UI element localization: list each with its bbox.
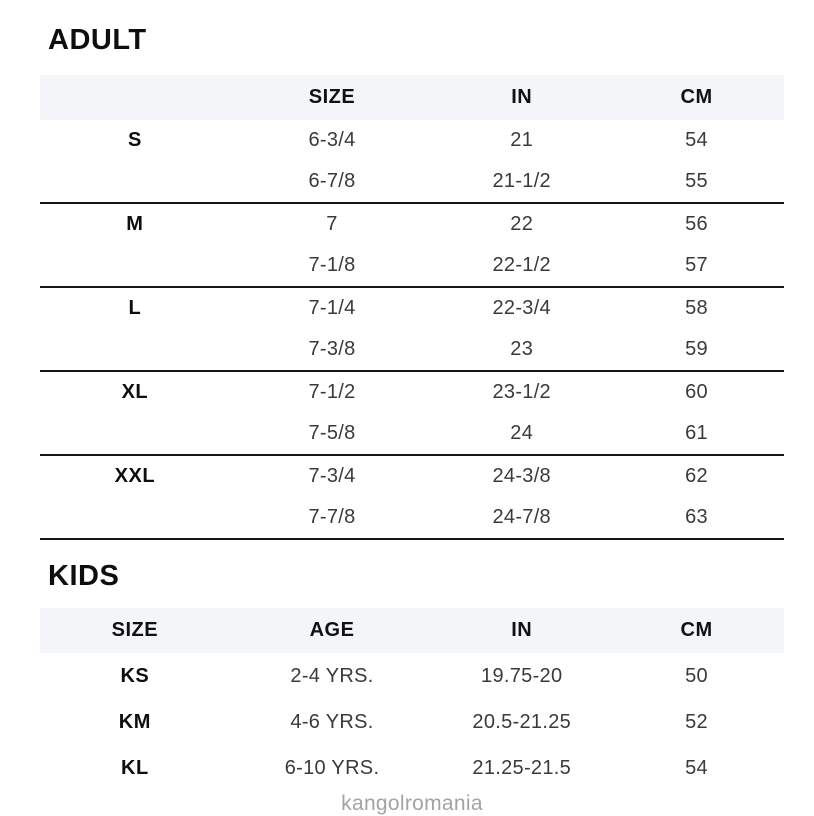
site-watermark: kangolromania xyxy=(341,792,483,815)
hat-size-cell: 6-7/8 xyxy=(308,170,356,192)
table-row xyxy=(40,245,784,286)
inches-cell: 22-3/4 xyxy=(492,297,551,319)
cm-cell: 52 xyxy=(685,710,708,733)
kids-header-cm: CM xyxy=(680,619,713,641)
size-label-cell: KM xyxy=(118,710,151,733)
adult-section-heading: ADULT xyxy=(48,24,147,56)
inches-cell: 24-3/8 xyxy=(492,465,551,487)
hat-size-cell: 7-3/8 xyxy=(308,338,356,360)
cm-cell: 60 xyxy=(685,381,708,403)
cm-cell: 56 xyxy=(685,213,708,235)
table-row xyxy=(40,372,784,413)
hat-size-cell: 6-3/4 xyxy=(308,129,356,151)
inches-cell: 23 xyxy=(510,338,534,360)
adult-table-body xyxy=(40,120,784,540)
size-chart-page xyxy=(40,26,784,816)
cm-cell: 62 xyxy=(685,465,708,487)
cm-cell: 54 xyxy=(685,756,708,779)
cm-cell: 50 xyxy=(685,664,708,687)
kids-section-heading: KIDS xyxy=(48,560,120,592)
inches-cell: 20.5-21.25 xyxy=(472,710,572,733)
cm-cell: 54 xyxy=(685,129,708,151)
hat-size-cell: 7 xyxy=(326,213,338,235)
table-row xyxy=(40,699,784,745)
inches-cell: 21-1/2 xyxy=(492,170,551,192)
table-row xyxy=(40,456,784,497)
hat-size-cell: 7-1/2 xyxy=(308,381,356,403)
hat-size-cell: 7-1/4 xyxy=(308,297,356,319)
size-label-cell: M xyxy=(126,213,144,235)
size-label-cell: KS xyxy=(120,664,150,687)
age-cell: 6-10 YRS. xyxy=(284,756,380,779)
hat-size-cell: 7-1/8 xyxy=(308,254,356,276)
size-label-cell: KL xyxy=(121,756,149,779)
size-group-s xyxy=(40,120,784,204)
kids-header-size: SIZE xyxy=(111,619,159,641)
hat-size-cell: 7-3/4 xyxy=(308,465,356,487)
inches-cell: 23-1/2 xyxy=(492,381,551,403)
table-row xyxy=(40,288,784,329)
cm-cell: 57 xyxy=(685,254,708,276)
adult-header-in: IN xyxy=(511,86,533,108)
inches-cell: 24-7/8 xyxy=(492,506,551,528)
cm-cell: 61 xyxy=(685,422,708,444)
table-row xyxy=(40,653,784,699)
cm-cell: 63 xyxy=(685,506,708,528)
cm-cell: 59 xyxy=(685,338,708,360)
size-label-cell: XL xyxy=(121,381,149,403)
size-label-cell: L xyxy=(128,297,142,319)
inches-cell: 22-1/2 xyxy=(492,254,551,276)
inches-cell: 19.75-20 xyxy=(481,664,563,687)
table-row xyxy=(40,745,784,791)
adult-header-size: SIZE xyxy=(308,86,356,108)
kids-size-table xyxy=(40,608,784,791)
adult-size-table xyxy=(40,75,784,540)
size-label-cell: XXL xyxy=(114,465,156,487)
size-group-l xyxy=(40,288,784,372)
table-row xyxy=(40,497,784,538)
size-group-xl xyxy=(40,372,784,456)
table-row xyxy=(40,120,784,161)
cm-cell: 58 xyxy=(685,297,708,319)
adult-table-header-row xyxy=(40,75,784,120)
inches-cell: 22 xyxy=(510,213,534,235)
kids-header-in: IN xyxy=(511,619,533,641)
size-group-m xyxy=(40,204,784,288)
table-row xyxy=(40,413,784,454)
age-cell: 4-6 YRS. xyxy=(290,710,374,733)
inches-cell: 24 xyxy=(510,422,534,444)
age-cell: 2-4 YRS. xyxy=(290,664,374,687)
inches-cell: 21 xyxy=(510,129,534,151)
adult-header-cm: CM xyxy=(680,86,713,108)
table-row xyxy=(40,161,784,202)
kids-header-age: AGE xyxy=(309,619,355,641)
inches-cell: 21.25-21.5 xyxy=(472,756,572,779)
kids-table-header-row xyxy=(40,608,784,653)
table-row xyxy=(40,329,784,370)
kids-table-body xyxy=(40,653,784,791)
cm-cell: 55 xyxy=(685,170,708,192)
hat-size-cell: 7-5/8 xyxy=(308,422,356,444)
size-group-xxl xyxy=(40,456,784,540)
size-label-cell: S xyxy=(127,129,142,151)
hat-size-cell: 7-7/8 xyxy=(308,506,356,528)
table-row xyxy=(40,204,784,245)
